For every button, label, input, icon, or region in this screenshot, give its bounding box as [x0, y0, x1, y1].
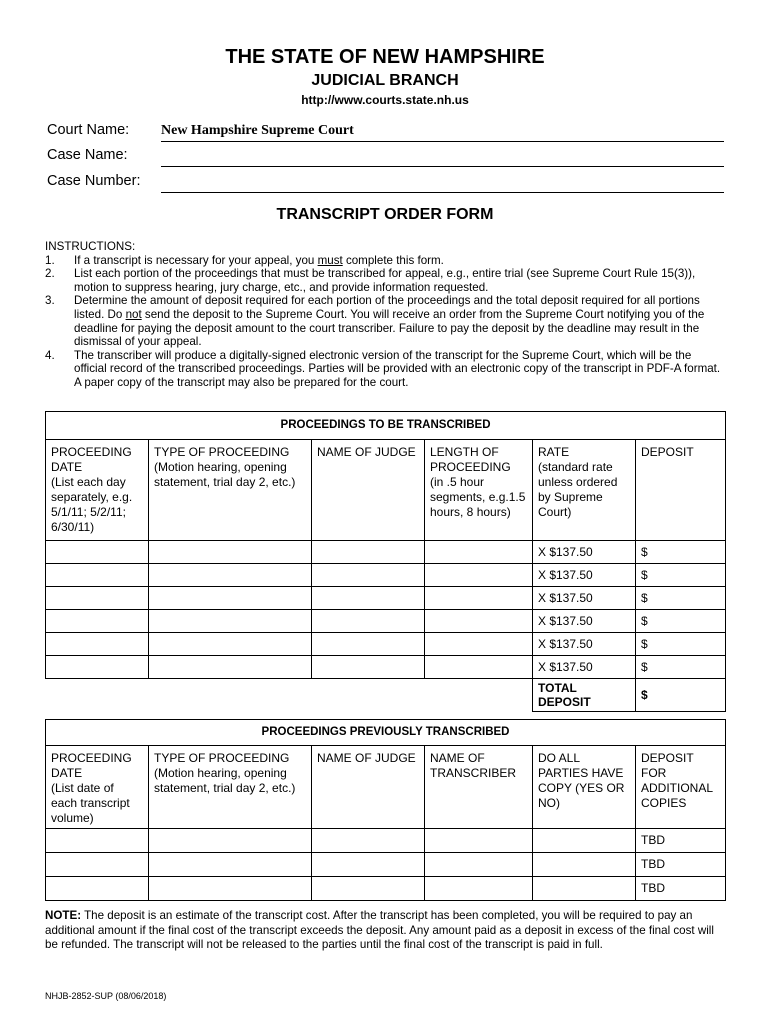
court-name-label: Court Name: [47, 122, 130, 138]
header-name-of-transcriber [425, 746, 533, 829]
length-cell[interactable] [425, 656, 533, 679]
deposit-cell[interactable]: $ [636, 610, 726, 633]
instruction-emphasis: not [125, 307, 142, 321]
instruction-item [45, 349, 725, 390]
instruction-number: 4. [45, 348, 55, 362]
type-cell[interactable] [149, 829, 312, 853]
instruction-text: The transcriber will produce a digitally-signed electronic version of the transcript for the Supreme Court, which will be the official record of the transcribed proceedings. Parties will be provided with an electronic copy of the transcript in PDF-A format. A paper copy of the transcript may also be prepared for the court. [74, 348, 721, 389]
judge-cell[interactable] [312, 656, 425, 679]
header-name-of-judge [312, 440, 425, 541]
copy-cell[interactable] [533, 877, 636, 901]
instruction-text: If a transcript is necessary for your appeal, you [74, 253, 318, 267]
length-cell[interactable] [425, 541, 533, 564]
header-length-of-proceeding [425, 440, 533, 541]
judge-cell[interactable] [312, 541, 425, 564]
table-row [46, 877, 726, 901]
instruction-emphasis: must [317, 253, 343, 267]
header-name-of-transcriber-text: NAME OF TRANSCRIBER [430, 751, 517, 780]
judge-cell[interactable] [312, 829, 425, 853]
note-label: NOTE: [45, 909, 82, 922]
table-row [46, 587, 726, 610]
header-type-of-proceeding [149, 440, 312, 541]
length-cell[interactable] [425, 564, 533, 587]
header-proceeding-date [46, 440, 149, 541]
header-deposit-text: DEPOSIT [641, 445, 694, 459]
type-cell[interactable] [149, 610, 312, 633]
table-row [46, 656, 726, 679]
deposit-cell[interactable]: $ [636, 633, 726, 656]
courts-url: http://www.courts.state.nh.us [301, 93, 469, 107]
copy-cell[interactable] [533, 829, 636, 853]
date-cell[interactable] [46, 656, 149, 679]
type-cell[interactable] [149, 564, 312, 587]
type-cell[interactable] [149, 656, 312, 679]
instruction-item [45, 267, 725, 294]
rate-cell: X $137.50 [533, 656, 636, 679]
date-cell[interactable] [46, 587, 149, 610]
instruction-number: 2. [45, 267, 55, 281]
form-number: NHJB-2852-SUP (08/06/2018) [45, 991, 167, 1001]
total-deposit-value[interactable]: $ [636, 679, 726, 712]
form-title: TRANSCRIPT ORDER FORM [276, 206, 494, 223]
case-name-row [47, 147, 724, 169]
header-type-of-proceeding-text: TYPE OF PROCEEDING (Motion hearing, opening statement, trial day 2, etc.) [154, 751, 296, 795]
header-parties-have-copy [533, 746, 636, 829]
court-name-field[interactable] [161, 123, 724, 142]
length-cell[interactable] [425, 587, 533, 610]
instruction-number: 3. [45, 294, 55, 308]
note-text: The deposit is an estimate of the transcript cost. After the transcript has been completed, you will be required to pay an additional amount if the final cost of the transcript exceeds the deposit. Any amount paid as a deposit in excess of the final cost will be refunded. The transcript will not be released to the parties until the final cost of the transcript is paid in full. [45, 909, 714, 951]
transcriber-cell[interactable] [425, 877, 533, 901]
table-row [46, 541, 726, 564]
deposit-cell: TBD [636, 877, 726, 901]
proceedings-to-be-transcribed-table [45, 411, 726, 712]
header-name-of-judge-text: NAME OF JUDGE [317, 445, 416, 459]
length-cell[interactable] [425, 610, 533, 633]
deposit-cell[interactable]: $ [636, 564, 726, 587]
header-rate [533, 440, 636, 541]
instructions-heading: INSTRUCTIONS: [45, 240, 136, 253]
deposit-cell[interactable]: $ [636, 587, 726, 610]
header-type-of-proceeding-text: TYPE OF PROCEEDING (Motion hearing, opening statement, trial day 2, etc.) [154, 445, 296, 489]
deposit-cell: TBD [636, 829, 726, 853]
judge-cell[interactable] [312, 564, 425, 587]
case-name-field[interactable] [161, 148, 724, 167]
transcriber-cell[interactable] [425, 829, 533, 853]
case-number-label: Case Number: [47, 173, 141, 189]
deposit-cell[interactable]: $ [636, 541, 726, 564]
instruction-text-end: complete this form. [342, 253, 444, 267]
note-paragraph [45, 909, 725, 953]
type-cell[interactable] [149, 853, 312, 877]
total-row [46, 679, 726, 712]
table-row [46, 564, 726, 587]
header-deposit [636, 440, 726, 541]
branch-subtitle: JUDICIAL BRANCH [311, 72, 459, 89]
deposit-cell[interactable]: $ [636, 656, 726, 679]
instruction-text: Determine the amount of deposit required for each portion of the proceedings and the total deposit required for all portions listed. Do [74, 294, 700, 321]
deposit-cell: TBD [636, 853, 726, 877]
header-proceeding-date-text: PROCEEDING DATE (List each day separately, e.g. 5/1/11; 5/2/11; 6/30/11) [51, 445, 133, 534]
header-rate-text: RATE (standard rate unless ordered by Supreme Court) [538, 445, 618, 519]
rate-cell: X $137.50 [533, 610, 636, 633]
judge-cell[interactable] [312, 853, 425, 877]
instruction-text-end: send the deposit to the Supreme Court. You will receive an order from the Supreme Court notifying you of the deadline for paying the deposit amount to the court transcriber. Failure to pay the deposit by the deadline may result in the dismissal of your appeal. [74, 307, 705, 349]
case-number-field[interactable] [161, 174, 724, 193]
rate-cell: X $137.50 [533, 587, 636, 610]
type-cell[interactable] [149, 587, 312, 610]
rate-cell: X $137.50 [533, 633, 636, 656]
table-row [46, 633, 726, 656]
judge-cell[interactable] [312, 633, 425, 656]
court-name-row [47, 122, 724, 144]
case-number-row [47, 173, 724, 195]
instructions [45, 240, 725, 390]
copy-cell[interactable] [533, 853, 636, 877]
date-cell[interactable] [46, 633, 149, 656]
rate-cell: X $137.50 [533, 564, 636, 587]
judge-cell[interactable] [312, 587, 425, 610]
header-proceeding-date [46, 746, 149, 829]
rate-cell: X $137.50 [533, 541, 636, 564]
header-parties-have-copy-text: DO ALL PARTIES HAVE COPY (YES OR NO) [538, 751, 625, 810]
date-cell[interactable] [46, 564, 149, 587]
header-proceeding-date-text: PROCEEDING DATE (List date of each transcript volume) [51, 751, 132, 825]
header-name-of-judge-text: NAME OF JUDGE [317, 751, 416, 765]
instruction-number: 1. [45, 253, 55, 267]
instruction-item [45, 254, 725, 268]
length-cell[interactable] [425, 633, 533, 656]
type-cell[interactable] [149, 877, 312, 901]
instruction-text: List each portion of the proceedings that must be transcribed for appeal, e.g., entire trial (see Supreme Court Rule 15(3)), motion to suppress hearing, jury charge, etc., and provide information requested. [74, 267, 696, 294]
header-type-of-proceeding [149, 746, 312, 829]
header-length-of-proceeding-text: LENGTH OF PROCEEDING (in .5 hour segments, e.g.1.5 hours, 8 hours) [430, 445, 526, 519]
judge-cell[interactable] [312, 877, 425, 901]
state-title: THE STATE OF NEW HAMPSHIRE [225, 46, 545, 68]
date-cell[interactable] [46, 853, 149, 877]
header-name-of-judge [312, 746, 425, 829]
type-cell[interactable] [149, 541, 312, 564]
court-name-value: New Hampshire Supreme Court [161, 123, 354, 138]
total-spacer [46, 679, 533, 712]
table1-caption: PROCEEDINGS TO BE TRANSCRIBED [46, 412, 726, 440]
date-cell[interactable] [46, 829, 149, 853]
date-cell[interactable] [46, 610, 149, 633]
header-deposit-additional-copies-text: DEPOSIT FOR ADDITIONAL COPIES [641, 751, 713, 810]
case-name-label: Case Name: [47, 147, 128, 163]
transcriber-cell[interactable] [425, 853, 533, 877]
table2-caption: PROCEEDINGS PREVIOUSLY TRANSCRIBED [46, 720, 726, 746]
date-cell[interactable] [46, 541, 149, 564]
judge-cell[interactable] [312, 610, 425, 633]
table-row [46, 610, 726, 633]
date-cell[interactable] [46, 877, 149, 901]
instruction-item [45, 294, 725, 348]
table-row [46, 829, 726, 853]
table-row [46, 853, 726, 877]
proceedings-previously-transcribed-table [45, 719, 726, 901]
type-cell[interactable] [149, 633, 312, 656]
total-deposit-label: TOTAL DEPOSIT [533, 679, 636, 712]
header-deposit-additional-copies [636, 746, 726, 829]
